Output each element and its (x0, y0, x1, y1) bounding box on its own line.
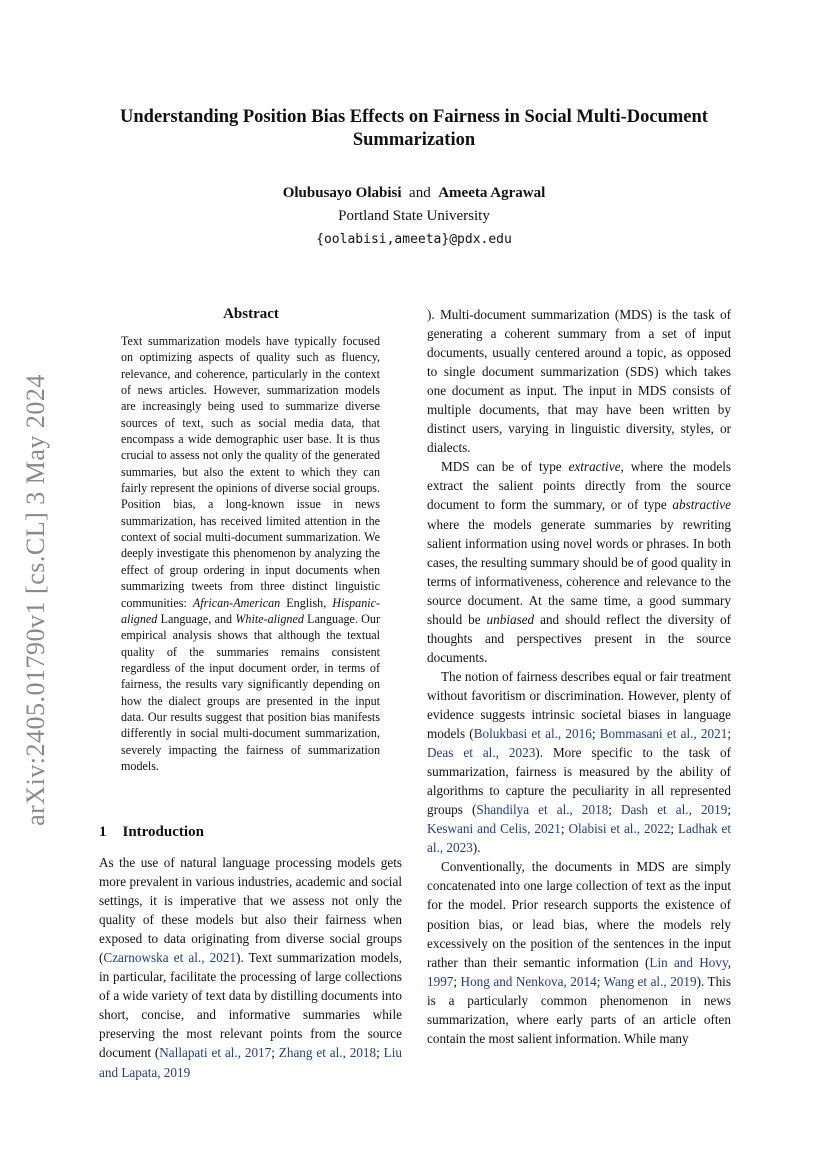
body-text: As the use of natural language processing models gets more prevalent in various industries, academic and social settings, it is imperative that we assess not only the quality of these models but also their fairness when exposed to data originating from diverse social groups ( (99, 855, 402, 966)
citation-link[interactable]: Bommasani et al., 2021 (599, 726, 728, 742)
intro-paragraph-1b (427, 305, 731, 457)
body-text: Conventionally, the documents in MDS are simply concatenated into one large collection of text as the input for the model. Prior research supports the existence of position bias, or lead bias, where the models rely excessively on the position of the sentences in the input rather than their semantic information ( (427, 859, 731, 970)
abstract-italic: African-American (192, 595, 281, 610)
citation-link[interactable]: Shandilya et al., 2018 (476, 802, 609, 818)
citation-link[interactable]: Dash et al., 2019 (621, 802, 728, 818)
body-text: The notion of fairness describes equal or fair treatment without favoritism or discrimination. However, plenty of evidence suggests intrinsic societal biases in language models ( (427, 668, 731, 742)
body-text: ). (472, 840, 481, 856)
citation-link[interactable]: Zhang et al., 2018 (278, 1045, 377, 1061)
body-text: ; (376, 1045, 384, 1061)
body-text: ; (591, 726, 600, 742)
abstract-italic: White-aligned (235, 611, 304, 626)
citation-link[interactable]: Bolukbasi et al., 2016 (473, 726, 592, 742)
citation-link[interactable]: 1997 (427, 973, 454, 989)
paper-title: Understanding Position Bias Effects on Fairness in Social Multi-Document Summarization (120, 107, 708, 150)
citation-link[interactable]: Keswani and Celis, 2021 (427, 821, 561, 837)
citation-link[interactable]: Nallapati et al., 2017 (159, 1045, 272, 1061)
body-text: ). Multi-document summarization (MDS) is the task of generating a coherent summary from a set of input documents, usually centered around a topic, as opposed to single document summarization (SDS) which takes one document as input. The input in MDS consists of multiple documents, that may have been written by distinct users, varying in linguistic diversity, styles, or dialects. (427, 307, 731, 456)
intro-paragraph-4 (427, 857, 731, 1047)
citation-link[interactable]: Liu and Lapata, 2019 (99, 1045, 402, 1080)
citation-link[interactable]: Ladhak et al., 2023 (427, 821, 732, 856)
body-text: ). This is a particularly common phenomenon in news summarization, where early parts of an article often contain the most salient information. While many (427, 973, 731, 1046)
body-text: ). More specific to the task of summarization, fairness is measured by the ability of algorithms to capture the peculiarity in all represented groups ( (427, 745, 731, 818)
author-email: {oolabisi,ameeta}@pdx.edu (316, 232, 512, 247)
abstract-heading: Abstract (223, 306, 279, 322)
body-text: ; (560, 821, 569, 837)
body-text: and should reflect the diversity of thoughts and perspectives present in the source documents. (427, 611, 731, 665)
body-text: where the models generate summaries by rewriting salient information using novel words or phrases. In both cases, the resulting summary should be of good quality in terms of informativeness, coherence and relevance to the source document. At the same time, a good summary should be (427, 516, 731, 627)
section-number: 1 (99, 824, 107, 840)
body-text: ; (453, 973, 461, 989)
citation-link[interactable]: Hong and Nenkova, 2014 (460, 973, 597, 989)
body-text: ). Text summarization models, in particular, facilitate the processing of large collections of a wide variety of text data by distilling documents into short, concise, and informative summaries while preserving the most relevant points from the source document ( (99, 950, 402, 1061)
section-heading (99, 824, 204, 841)
body-text: ; (727, 726, 731, 742)
body-text: ; (596, 973, 604, 989)
citation-link[interactable]: Wang et al., 2019 (603, 973, 697, 989)
author-conjunction: and (409, 185, 431, 201)
section-title: Introduction (122, 824, 204, 840)
abstract-text: Language. Our empirical analysis shows that although the textual quality of the summaries remains consistent regardless of the input document order, in terms of fairness, the results vary significantly depending on how the dialect groups are presented in the input data. Our results suggest that position bias manifests differently in social multi-document summarization, severely impacting the fairness of summarization models. (121, 611, 380, 773)
citation-link[interactable]: Czarnowska et al., 2021 (103, 950, 237, 966)
citation-link[interactable]: Lin and Hovy (649, 954, 728, 970)
body-text: ; (670, 821, 678, 837)
affiliation: Portland State University (338, 208, 490, 224)
abstract-text: Text summarization models have typically focused on optimizing aspects of quality such as fluency, relevance, and coherence, particularly in the context of news articles. However, summarization models are increasingly being used to summarize diverse sources of text, such as social media data, that encompass a wide demographic user base. It is thus crucial to assess not only the quality of the generated summaries, but also the extent to which they can fairly represent the opinions of diverse social groups. Position bias, a long-known issue in news summarization, has received limited attention in the context of social multi-document summarization. We deeply investigate this phenomenon by analyzing the effect of group ordering in input documents when summarizing tweets from three distinct linguistic communities: (121, 334, 380, 610)
intro-paragraph-2 (427, 457, 731, 667)
abstract-text: Language, and (157, 611, 236, 626)
abstract-italic: Hispanic-aligned (121, 595, 380, 626)
arxiv-stamp (14, 360, 58, 840)
author-line (90, 182, 738, 204)
abstract-text: English, (280, 595, 333, 610)
intro-paragraph-1a (99, 853, 402, 1082)
body-text: ; (271, 1045, 279, 1061)
citation-link[interactable]: Olabisi et al., 2022 (568, 821, 671, 837)
body-italic: extractive (568, 459, 621, 475)
body-text: ; (727, 802, 731, 818)
right-column (427, 305, 731, 1048)
arxiv-id: arXiv:2405.01790v1 [cs.CL] 3 May 2024 (21, 374, 50, 826)
body-text: ; (608, 802, 622, 818)
body-text: MDS can be of type (441, 459, 569, 475)
intro-paragraph-3 (427, 667, 731, 857)
citation-link[interactable]: Deas et al., 2023 (427, 745, 536, 761)
body-italic: unbiased (486, 611, 535, 627)
author-1: Olubusayo Olabisi (282, 185, 402, 201)
body-text: , where the models extract the salient points directly from the source document to form the summary, or of type (427, 459, 731, 513)
author-2: Ameeta Agrawal (438, 185, 546, 201)
body-text: , (727, 954, 731, 970)
body-italic: abstractive (672, 497, 731, 513)
abstract-body (121, 333, 380, 774)
